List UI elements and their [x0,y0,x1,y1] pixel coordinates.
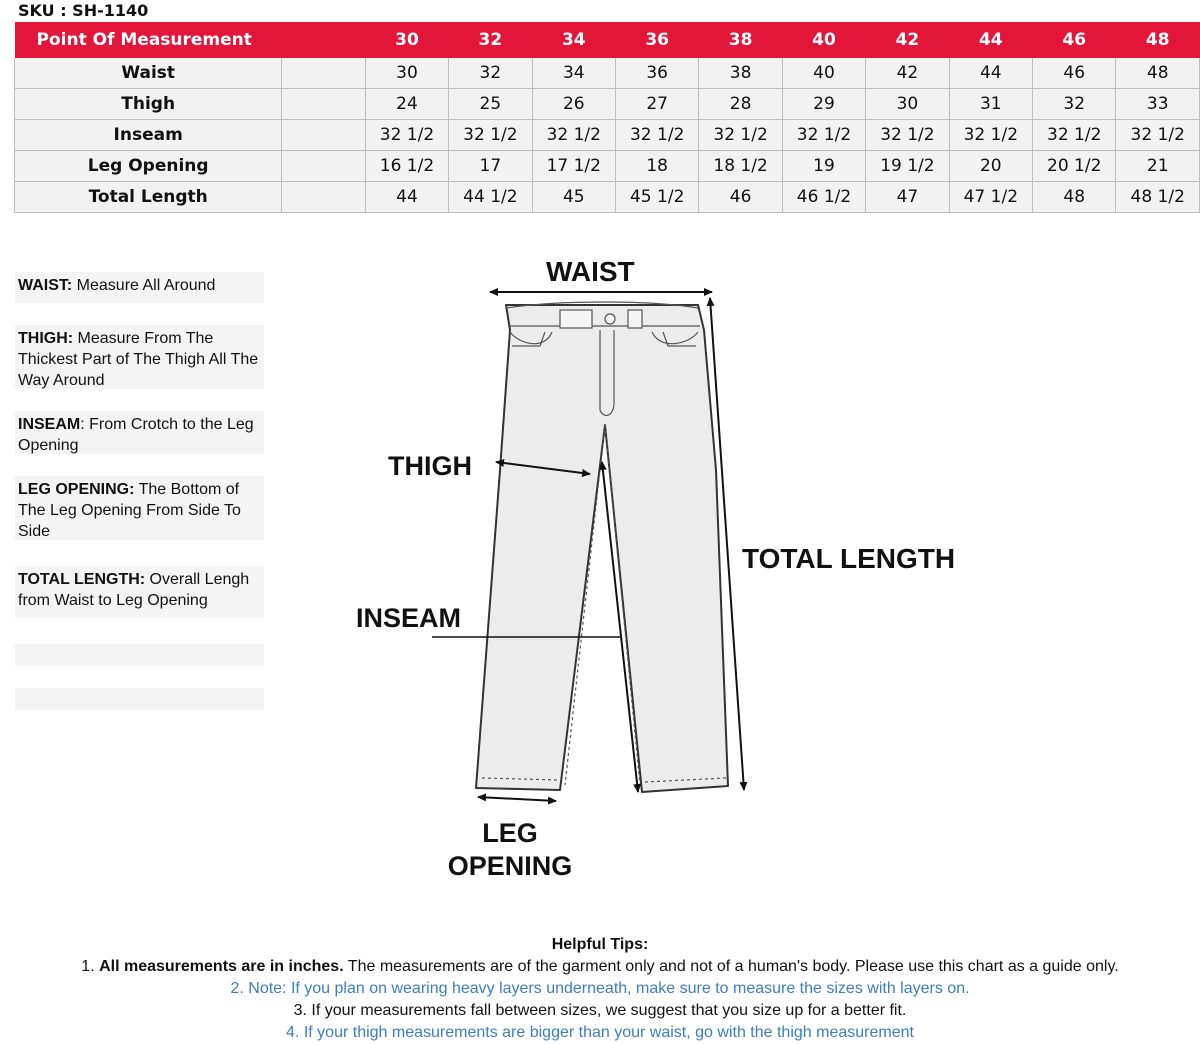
row-label: Inseam [15,120,282,151]
table-cell: 32 [449,58,532,89]
table-cell: 47 1/2 [949,182,1032,213]
table-cell: 48 1/2 [1116,182,1200,213]
note-term: THIGH: [18,330,74,347]
table-cell: 42 [866,58,949,89]
table-cell: 46 [1033,58,1116,89]
table-cell: 45 [532,182,615,213]
header-point-of-measurement: Point Of Measurement [15,22,366,58]
table-cell: 48 [1116,58,1200,89]
header-size: 46 [1033,22,1116,58]
table-cell: 31 [949,89,1032,120]
header-size: 42 [866,22,949,58]
row-label: Thigh [15,89,282,120]
pants-outline [476,305,728,792]
tip-1-bold: All measurements are in inches. [99,958,344,975]
table-cell: 32 1/2 [1116,120,1200,151]
table-cell: 44 [365,182,448,213]
table-cell: 17 1/2 [532,151,615,182]
table-cell: 25 [449,89,532,120]
tips-heading: Helpful Tips: [551,936,649,953]
table-cell: 27 [615,89,698,120]
table-cell: 47 [866,182,949,213]
table-cell: 18 1/2 [699,151,782,182]
table-cell: 16 1/2 [365,151,448,182]
table-cell: 19 1/2 [866,151,949,182]
tip-3: 3. If your measurements fall between sizes, we suggest that you size up for a better fit. [293,1002,907,1019]
header-size: 30 [365,22,448,58]
table-cell: 32 1/2 [782,120,865,151]
note-term: TOTAL LENGTH: [18,571,146,588]
table-cell: 32 1/2 [449,120,532,151]
table-cell: 32 1/2 [615,120,698,151]
table-cell: 44 [949,58,1032,89]
leg-opening-label-line1: LEG [482,818,538,848]
table-cell: 38 [699,58,782,89]
table-cell: 45 1/2 [615,182,698,213]
table-cell: 21 [1116,151,1200,182]
tip-1 [0,956,1200,978]
table-cell: 44 1/2 [449,182,532,213]
header-size: 32 [449,22,532,58]
row-label: Total Length [15,182,282,213]
waist-label: WAIST [546,256,635,287]
table-cell: 34 [532,58,615,89]
tip-4: 4. If your thigh measurements are bigger than your waist, go with the thigh measurement [286,1024,914,1041]
table-cell: 26 [532,89,615,120]
leg-opening-label [440,817,580,883]
row-label: Waist [15,58,282,89]
table-cell: 20 1/2 [1033,151,1116,182]
leg-opening-label-line2: OPENING [447,851,573,881]
thigh-label: THIGH [388,451,472,481]
leg-opening-arrow [478,797,556,801]
tip-1-prefix: 1. [81,958,100,975]
sku-label: SKU : SH-1140 [18,1,149,20]
tip-2: 2. Note: If you plan on wearing heavy layers underneath, make sure to measure the sizes with layers on. [230,980,970,997]
inseam-label: INSEAM [356,603,462,633]
table-cell: 48 [1033,182,1116,213]
header-size: 34 [532,22,615,58]
header-size: 48 [1116,22,1200,58]
header-size: 36 [615,22,698,58]
table-cell: 19 [782,151,865,182]
table-cell: 32 1/2 [866,120,949,151]
table-cell: 32 1/2 [365,120,448,151]
helpful-tips [0,934,1200,1044]
table-cell: 30 [866,89,949,120]
table-cell: 30 [365,58,448,89]
table-cell: 32 [1033,89,1116,120]
table-cell: 17 [449,151,532,182]
table-cell: 20 [949,151,1032,182]
table-cell: 32 1/2 [1033,120,1116,151]
table-cell: 32 1/2 [949,120,1032,151]
table-cell: 29 [782,89,865,120]
table-cell: 46 [699,182,782,213]
note-text: Measure All Around [72,277,216,294]
table-cell: 32 1/2 [699,120,782,151]
table-cell: 36 [615,58,698,89]
table-cell: 32 1/2 [532,120,615,151]
header-size: 38 [699,22,782,58]
note-term: INSEAM [18,416,81,433]
note-term: WAIST: [18,277,73,294]
header-size: 44 [949,22,1032,58]
note-text: The Bottom of The Leg Opening From Side To Side [18,481,241,540]
table-cell: 24 [365,89,448,120]
table-cell: 33 [1116,89,1200,120]
row-label: Leg Opening [15,151,282,182]
table-cell: 46 1/2 [782,182,865,213]
table-cell: 40 [782,58,865,89]
table-cell: 18 [615,151,698,182]
note-text: Measure From The Thickest Part of The Thigh All The Way Around [18,330,259,389]
note-text: : From Crotch to the Leg Opening [18,416,254,454]
header-size: 40 [782,22,865,58]
note-text: Overall Lengh from Waist to Leg Opening [18,571,250,609]
note-term: LEG OPENING: [18,481,135,498]
tip-1-rest: The measurements are of the garment only and not of a human's body. Please use this chart as a guide only. [343,958,1119,975]
table-cell: 28 [699,89,782,120]
total-length-label: TOTAL LENGTH [742,543,956,574]
